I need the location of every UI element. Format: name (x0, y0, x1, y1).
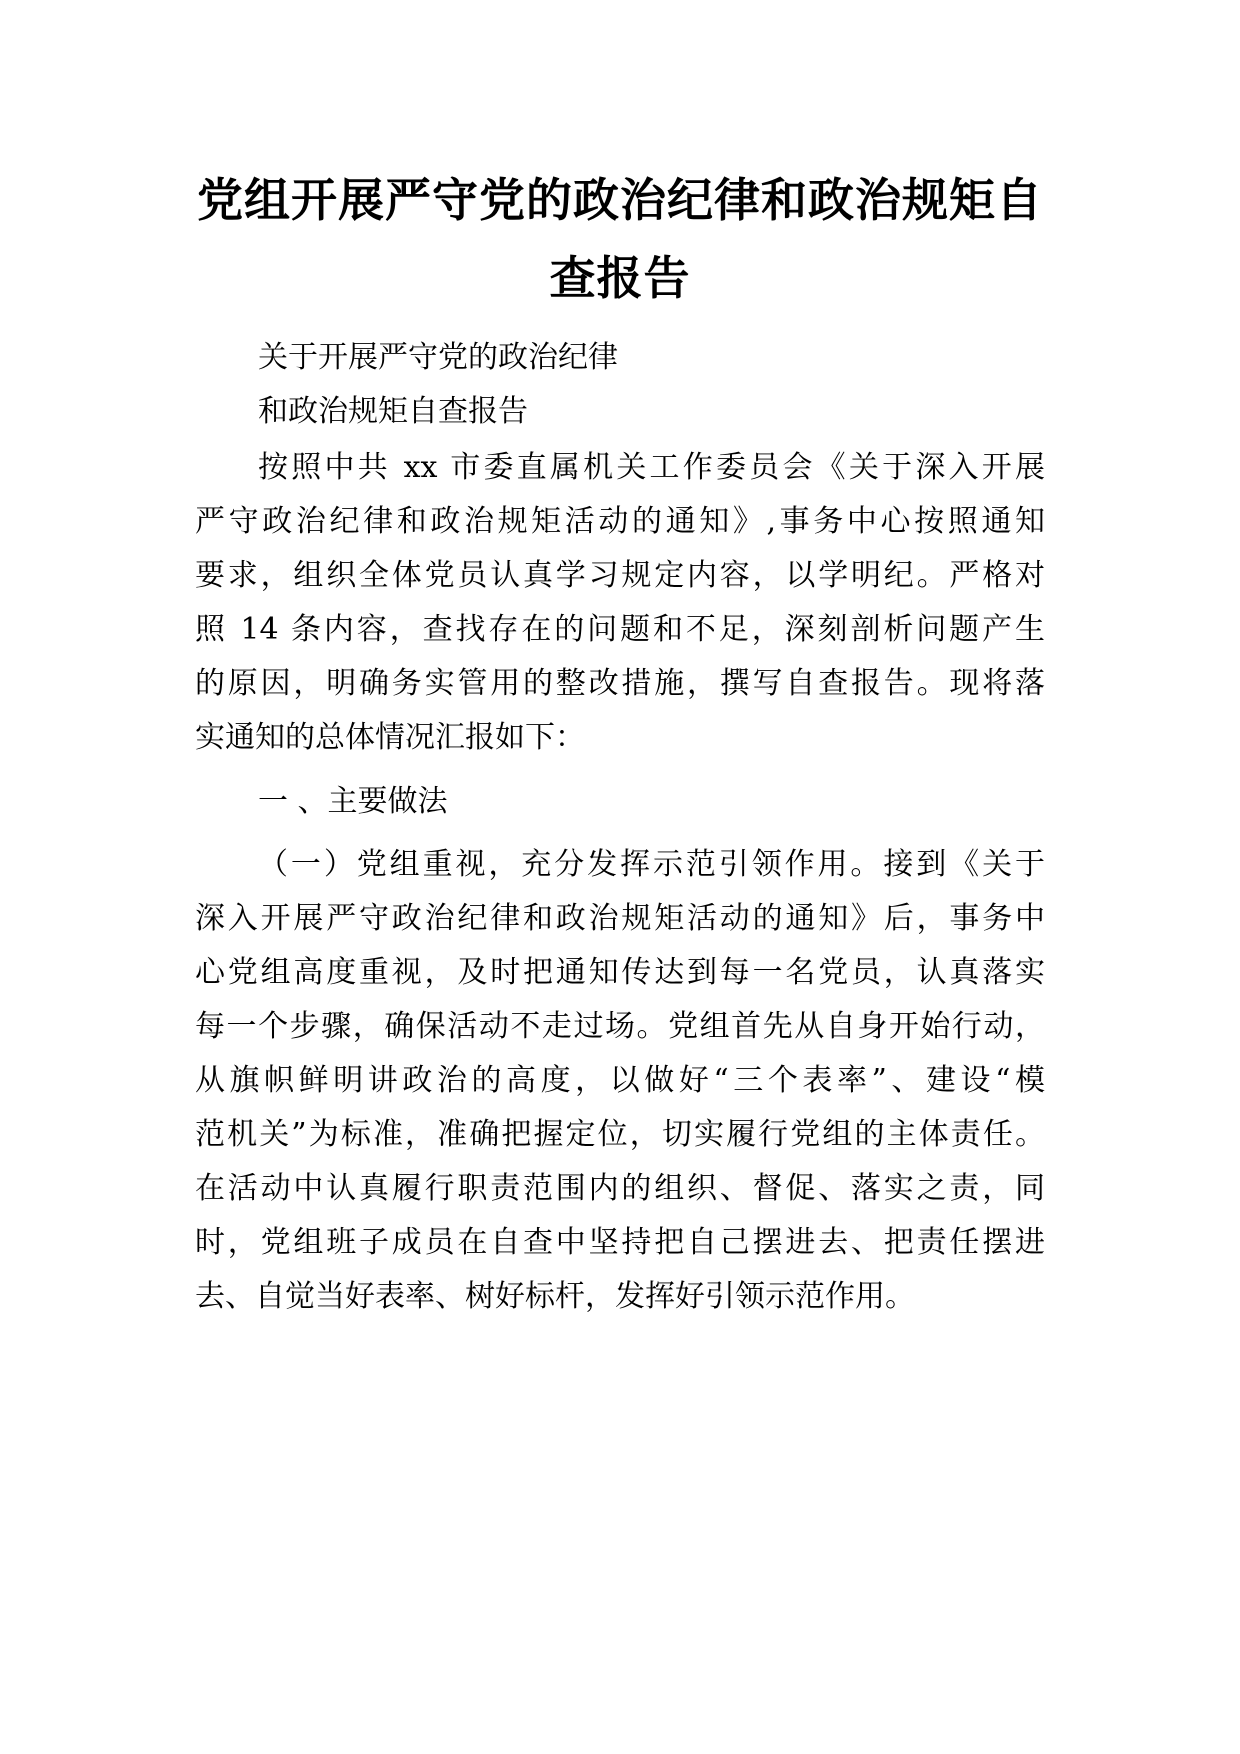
paragraph-2-line: 从旗帜鲜明讲政治的高度，以做好“三个表率”、建设“模 (195, 1063, 1045, 1098)
document-title-line-1: 党组开展严守党的政治纪律和政治规矩自 (197, 173, 1043, 227)
paragraph-1-line: 要求，组织全体党员认真学习规定内容，以学明纪。严格对 (195, 558, 1045, 593)
paragraph-1-line: 实通知的总体情况汇报如下： (195, 720, 585, 755)
paragraph-2-line: 每一个步骤，确保活动不走过场。党组首先从自身开始行动， (195, 1009, 1045, 1044)
paragraph-2-line: 在活动中认真履行职责范围内的组织、督促、落实之责，同 (195, 1171, 1045, 1206)
paragraph-1-line: 照 14 条内容，查找存在的问题和不足，深刻剖析问题产生 (195, 612, 1045, 647)
paragraph-1-line: 按照中共 xx 市委直属机关工作委员会《关于深入开展 (258, 450, 1045, 485)
section-heading: 一 、主要做法 (258, 784, 448, 819)
document-title-line-2: 查报告 (549, 251, 691, 305)
subtitle-line-2: 和政治规矩自查报告 (258, 394, 528, 429)
paragraph-2-line: 深入开展严守政治纪律和政治规矩活动的通知》后，事务中 (195, 901, 1045, 936)
paragraph-2-line: 心党组高度重视，及时把通知传达到每一名党员，认真落实 (195, 955, 1045, 990)
paragraph-1-line: 严守政治纪律和政治规矩活动的通知》,事务中心按照通知 (195, 504, 1045, 539)
subtitle-line-1: 关于开展严守党的政治纪律 (258, 340, 618, 375)
paragraph-2-line: 去、自觉当好表率、树好标杆，发挥好引领示范作用。 (195, 1279, 915, 1314)
paragraph-2-line: 时，党组班子成员在自查中坚持把自己摆进去、把责任摆进 (195, 1225, 1045, 1260)
paragraph-2-line: 范机关”为标准，准确把握定位，切实履行党组的主体责任。 (195, 1117, 1045, 1152)
paragraph-1-line: 的原因，明确务实管用的整改措施，撰写自查报告。现将落 (195, 666, 1045, 701)
paragraph-2-line: （一）党组重视，充分发挥示范引领作用。接到《关于 (258, 847, 1045, 882)
